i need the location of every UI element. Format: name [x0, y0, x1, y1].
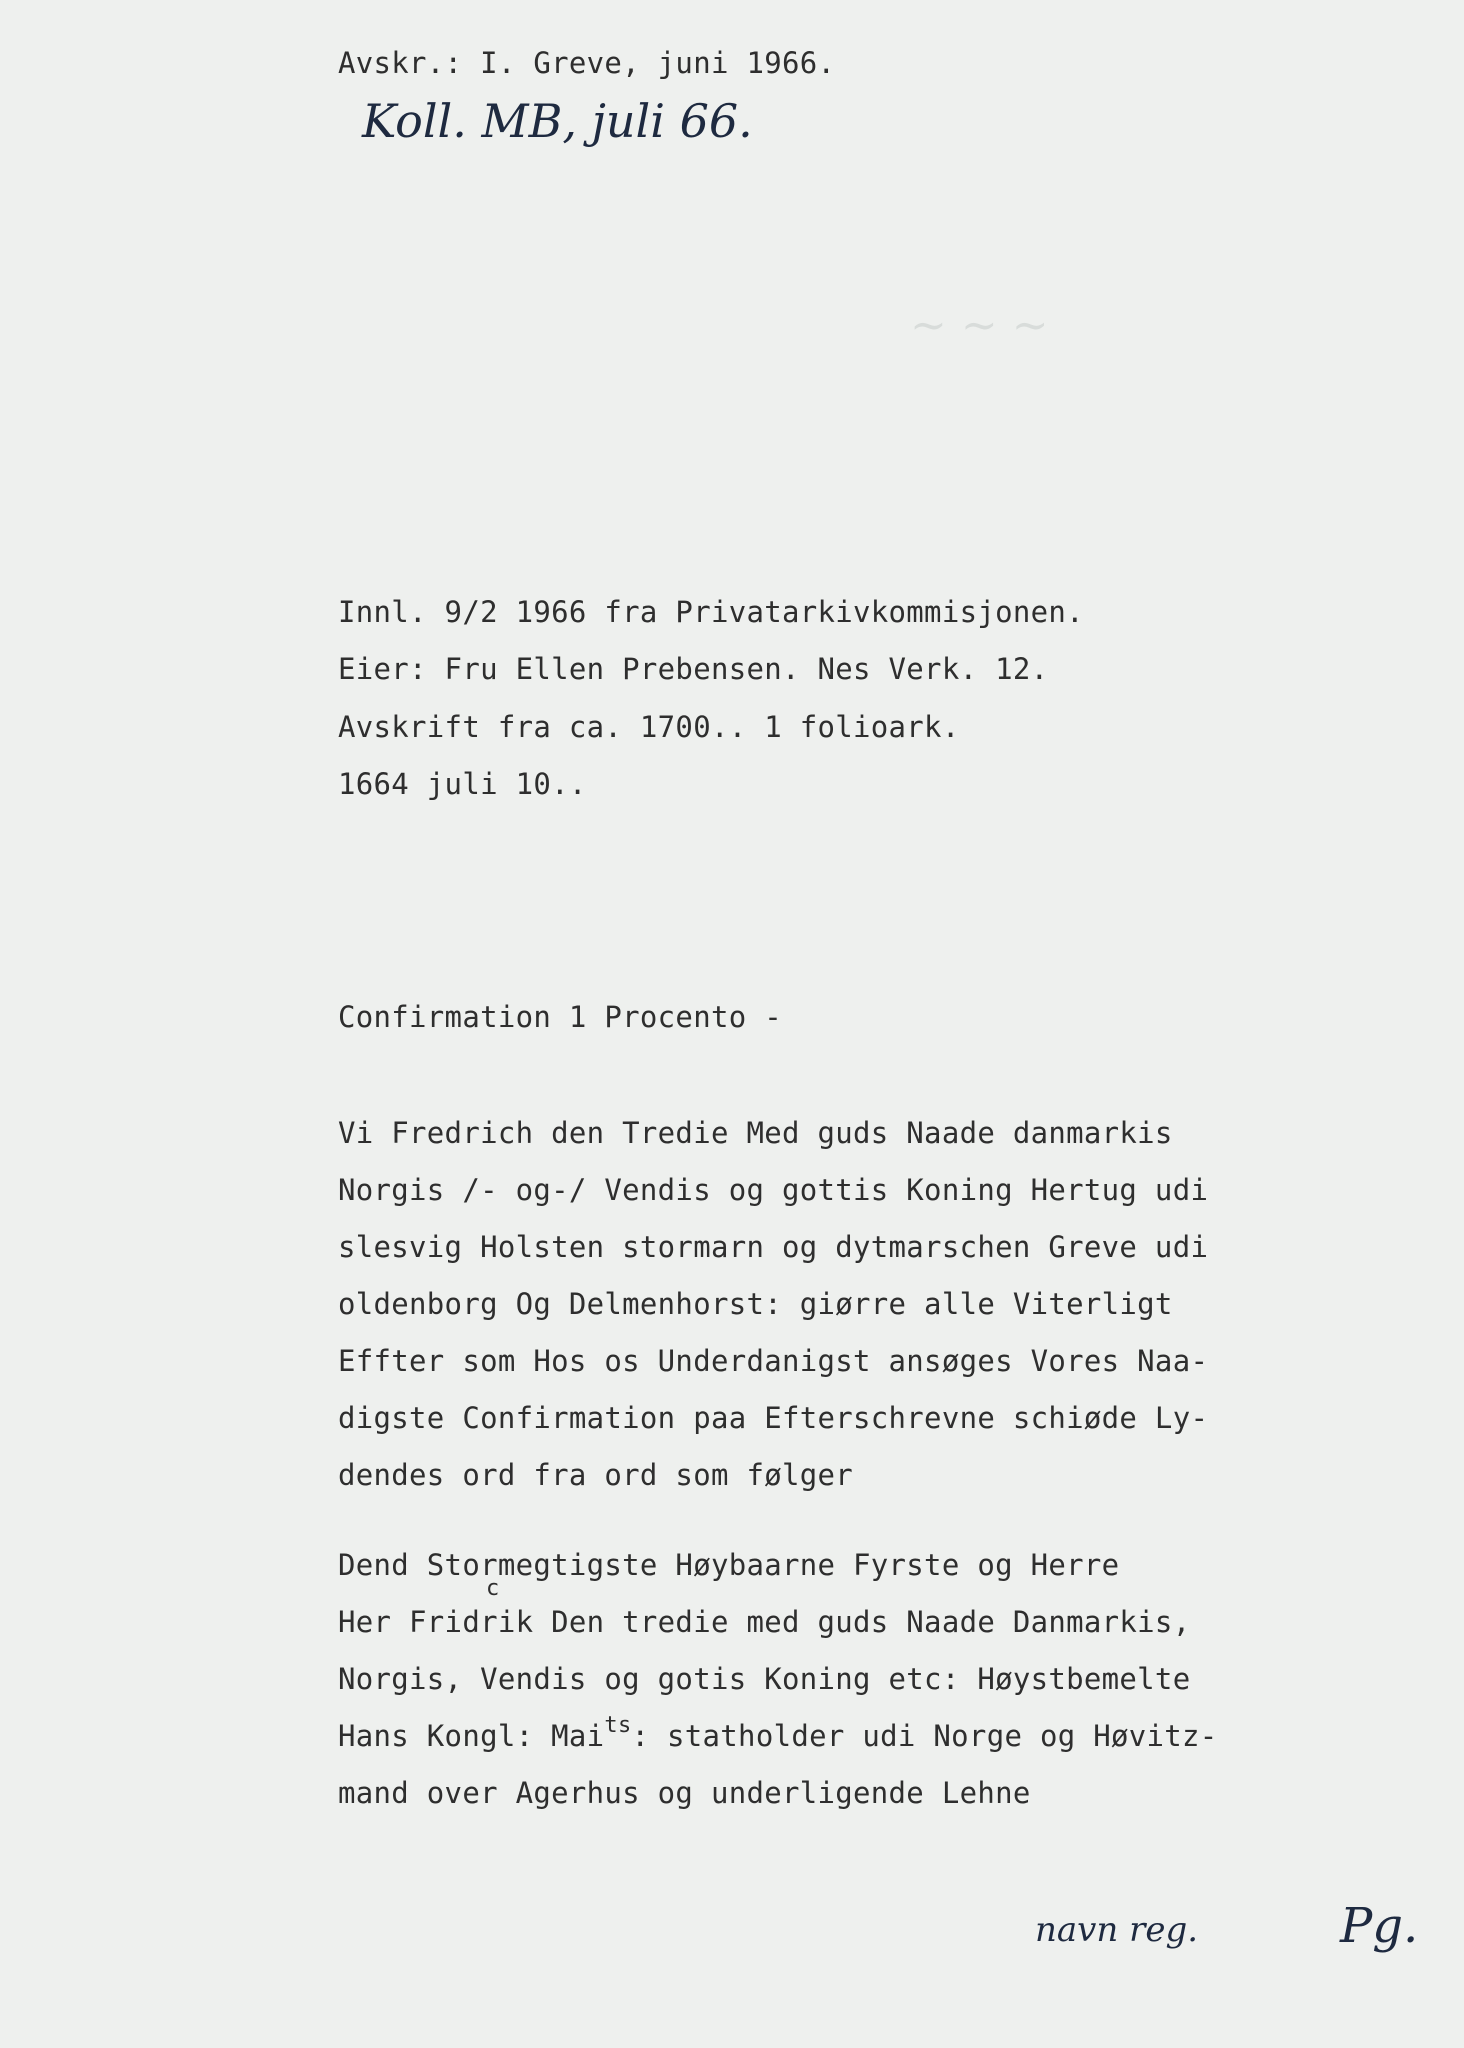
paragraph2-line: Dend Stormegtigste Høybaarne Fyrste og Herre — [338, 1548, 1120, 1582]
insertion-mark: c — [486, 1576, 500, 1601]
paragraph1-line: slesvig Holsten stormarn og dytmarschen Greve udi — [338, 1230, 1209, 1264]
paragraph2-line: Her Fridrik Den tredie med guds Naade Danmarkis, — [338, 1605, 1191, 1639]
handwritten-initials: Pg. — [1340, 1898, 1419, 1954]
paragraph1-line: Vi Fredrich den Tredie Med guds Naade danmarkis — [338, 1116, 1173, 1150]
paragraph1-line: Effter som Hos os Underdanigst ansøges Vores Naa- — [338, 1344, 1209, 1378]
paragraph1-line: oldenborg Og Delmenhorst: giørre alle Viterligt — [338, 1287, 1173, 1321]
handwritten-register-note: navn reg. — [1035, 1910, 1199, 1950]
transcription-credit: Avskr.: I. Greve, juni 1966. — [338, 46, 836, 80]
meta-line-owner: Eier: Fru Ellen Prebensen. Nes Verk. 12. — [338, 652, 1049, 686]
paragraph1-line: dendes ord fra ord som følger — [338, 1458, 854, 1492]
bleed-through-mark: ~ ~ ~ — [910, 300, 1049, 351]
paragraph2-line: Norgis, Vendis og gotis Koning etc: Høystbemelte — [338, 1662, 1191, 1696]
handwritten-collation-note: Koll. MB, juli 66. — [362, 94, 753, 148]
paragraph2-line: mand over Agerhus og underligende Lehne — [338, 1776, 1031, 1810]
meta-line-date: 1664 juli 10.. — [338, 767, 587, 801]
paragraph1-line: Norgis /- og-/ Vendis og gottis Koning Hertug udi — [338, 1173, 1209, 1207]
paragraph2-line: Hans Kongl: Mai$^{ts}$: statholder udi Norge og Høvitz- — [338, 1713, 1218, 1753]
meta-line-received: Innl. 9/2 1966 fra Privatarkivkommisjonen. — [338, 595, 1084, 629]
paragraph1-line: digste Confirmation paa Efterschrevne schiøde Ly- — [338, 1401, 1209, 1435]
meta-line-copy-source: Avskrift fra ca. 1700.. 1 folioark. — [338, 710, 960, 744]
document-title: Confirmation 1 Procento - — [338, 1000, 782, 1034]
